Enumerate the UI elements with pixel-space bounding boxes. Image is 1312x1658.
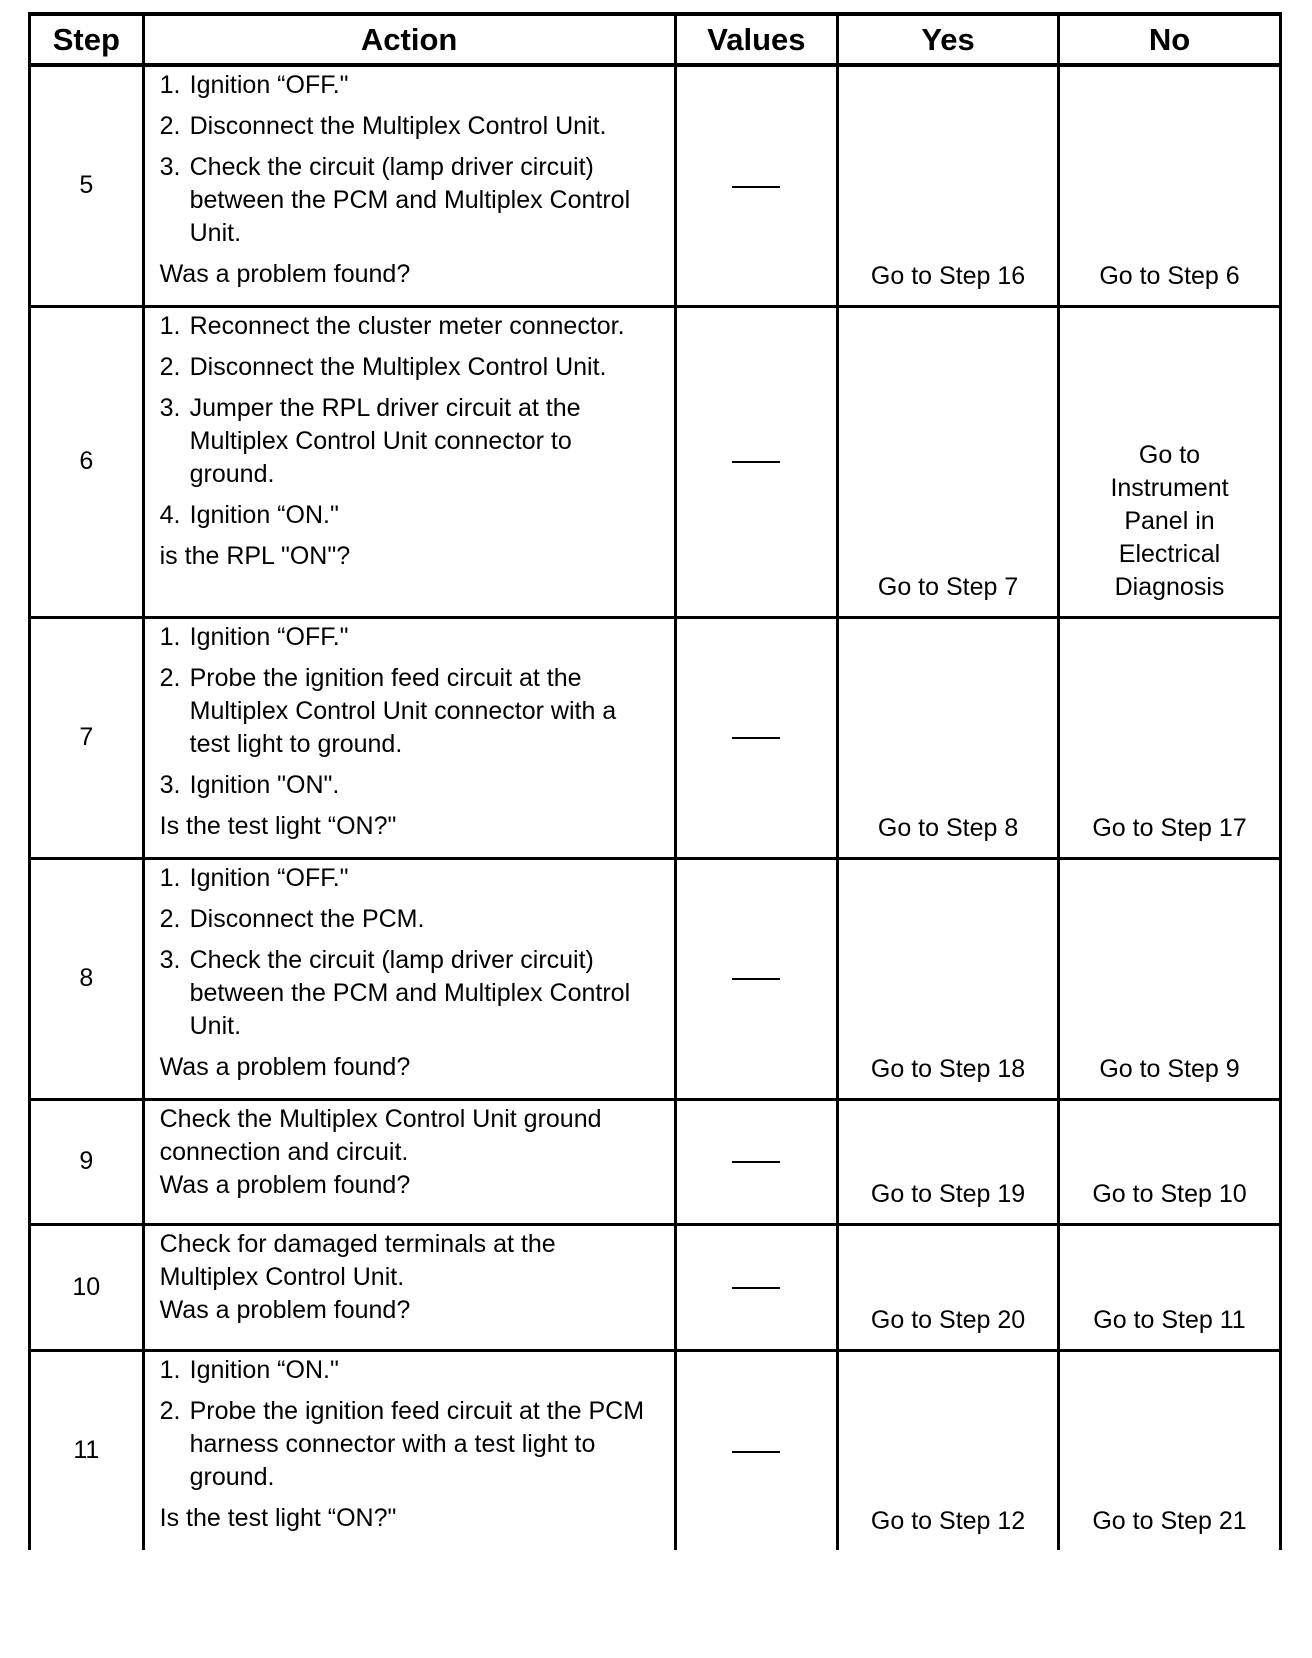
step-number: 7 [30,617,144,858]
action-item: 2. Probe the ignition feed circuit at the Multiplex Control Unit connector with a test light to ground. [159,663,617,758]
yes-cell: Go to Step 8 [838,617,1059,858]
action-question: is the RPL "ON"? [159,541,351,570]
header-row [30,14,1281,65]
action-item: 2. Probe the ignition feed circuit at the PCM harness connector with a test light to ground. [159,1396,645,1491]
action-item: 3. Jumper the RPL driver circuit at the Multiplex Control Unit connector to ground. [159,393,581,488]
table-row [30,1350,1281,1550]
header-yes: Yes [838,14,1059,65]
values-cell [675,65,837,306]
yes-cell: Go to Step 20 [838,1224,1059,1350]
dash-mark [732,1287,780,1289]
action-item: 3. Check the circuit (lamp driver circuit) between the PCM and Multiplex Control Unit. [159,153,631,247]
action-item: 4. Ignition “ON." [159,500,339,529]
action-question: Was a problem found? [159,1170,411,1199]
values-cell [675,1224,837,1350]
action-question: Was a problem found? [159,260,411,288]
values-cell [675,306,837,617]
action-item: 1. Ignition “ON." [159,1355,339,1384]
diagnostic-table [28,12,1282,1550]
yes-cell: Go to Step 19 [838,1099,1059,1224]
dash-mark [732,461,780,463]
diagnostic-table-page [28,12,1282,1550]
dash-mark [732,737,780,739]
yes-cell: Go to Step 16 [838,65,1059,306]
action-question: Was a problem found? [159,1295,411,1324]
action-item: 2. Disconnect the PCM. [159,904,425,933]
action-item: 2. Disconnect the Multiplex Control Unit. [159,352,607,381]
action-cell [143,65,675,306]
action-cell [143,1099,675,1224]
step-number: 8 [30,858,144,1099]
no-cell: Go to Step 10 [1059,1099,1281,1224]
step-number: 9 [30,1099,144,1224]
dash-mark [732,186,780,188]
action-question: Is the test light “ON?" [159,1503,397,1532]
no-cell: Go to Step 21 [1059,1350,1281,1550]
action-item: 2. Disconnect the Multiplex Control Unit. [159,112,607,140]
no-cell [1059,306,1281,617]
header-step: Step [30,14,144,65]
action-question: Was a problem found? [159,1052,411,1081]
table-row [30,617,1281,858]
yes-cell: Go to Step 18 [838,858,1059,1099]
action-cell [143,1224,675,1350]
action-item: 1. Reconnect the cluster meter connector. [159,311,625,340]
values-cell [675,1350,837,1550]
action-item: 1. Ignition “OFF." [159,863,349,892]
step-number: 6 [30,306,144,617]
values-cell [675,858,837,1099]
action-question: Is the test light “ON?" [159,811,397,840]
step-number: 10 [30,1224,144,1350]
step-number: 11 [30,1350,144,1550]
action-item: 3. Check the circuit (lamp driver circuit) between the PCM and Multiplex Control Unit. [159,945,631,1040]
header-no: No [1059,14,1281,65]
header-action: Action [143,14,675,65]
action-cell [143,858,675,1099]
values-cell [675,617,837,858]
dash-mark [732,1451,780,1453]
table-row [30,65,1281,306]
table-row [30,1099,1281,1224]
step-number: 5 [30,65,144,306]
no-cell: Go to Step 6 [1059,65,1281,306]
values-cell [675,1099,837,1224]
action-item: 1. Ignition “OFF." [159,622,349,651]
no-cell-text: Go to Instrument Panel in Electrical Diagnosis [1110,440,1229,601]
action-item: 3. Ignition "ON". [159,770,340,799]
dash-mark [732,1161,780,1163]
table-row [30,1224,1281,1350]
action-item: 1. Ignition “OFF." [159,71,349,99]
action-cell [143,1350,675,1550]
action-text: Check the Multiplex Control Unit ground connection and circuit. [159,1104,602,1166]
no-cell: Go to Step 11 [1059,1224,1281,1350]
table-row [30,858,1281,1099]
no-cell: Go to Step 9 [1059,858,1281,1099]
action-cell [143,617,675,858]
yes-cell: Go to Step 12 [838,1350,1059,1550]
table-row [30,306,1281,617]
action-cell [143,306,675,617]
no-cell: Go to Step 17 [1059,617,1281,858]
yes-cell: Go to Step 7 [838,306,1059,617]
dash-mark [732,978,780,980]
header-values: Values [675,14,837,65]
action-text: Check for damaged terminals at the Multiplex Control Unit. [159,1229,556,1291]
